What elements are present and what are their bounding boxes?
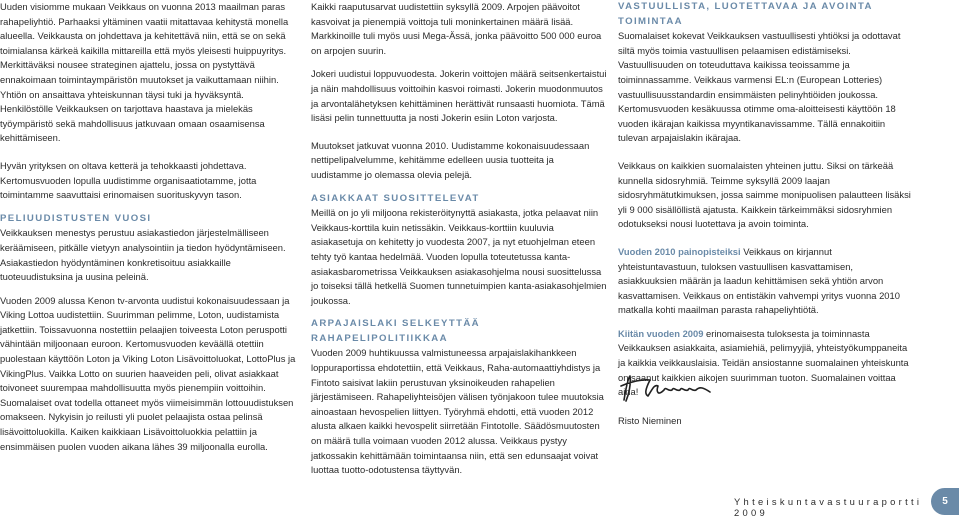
organisation-paragraph: Hyvän yrityksen on oltava ketterä ja tehokkaasti johdettava. Kertomusvuoden lopulla uudistimme organisaatiotamme, jotta toimintamme saavuttaisi erinomaisen suorituskyvyn tason. <box>0 159 257 201</box>
report-title: Yhteiskuntavastuuraportti 2009 <box>734 496 923 518</box>
intro-paragraph: Uuden visiomme mukaan Veikkaus on vuonna 2013 maailman paras rahapeliyhtiö. Parhaaksi yltäminen vaatii mitattavaa kehitystä monella alueella. Veikkausta on johdettava ja kehitettävä niin, että se on sekä toimialansa kärkeä kaikilla mittareilla että myös yleisesti huippuyritys. Merkittäväksi nousee strateginen ajattelu, jossa on pystyttävä ennakoimaan toimintaympäristön muutokset ja vaikuttamaan niihin. Yhtiön on ansaittava yhteiskunnan täysi tuki ja hyväksyntä. Henkilöstölle Veikkauksen on tarjottava haastava ja mielekäs työympäristö sekä mahdollisuus jatkuvaan omaan osaamisensa kehittämiseen. <box>0 1 289 144</box>
stakeholders-paragraph: Veikkaus on kaikkien suomalaisten yhteinen juttu. Siksi on tärkeää kunnella sidosryhmiä. Teimme syksyllä 2009 laajan sidosryhmätutkimuksen, jossa saimme monipuolisen palautteen lisäksi yli 9 000 sisällöllistä ajatusta. Kaikkein tärkeimmäksi sidosryhmien odotukseksi nousi luotettava ja avoin toiminta. <box>618 159 911 230</box>
section-heading-arpajaislaki: ARPAJAISLAKI SELKEYTTÄÄ RAHAPELIPOLITIIKKAA <box>311 318 481 344</box>
column-2 <box>311 0 607 478</box>
section-heading-asiakkaat: ASIAKKAAT SUOSITTELEVAT <box>311 192 480 204</box>
responsibility-paragraph: Suomalaiset kokevat Veikkauksen vastuullisesti yhtiöksi ja odottavat siltä myös toimia vastuullisen pelaamisen edistämiseksi. Vastuullisuuden on toteuduttava kaikissa teoissamme ja toiminnassamme. Veikkaus varmensi EL:n (European Lotteries) vastuullisuusstandardin ensimmäisten pelinyhtiöiden joukossa. Kertomusvuoden kesäkuussa otimme oma-aloitteisesti käyttöön 18 vuoden ikärajan kaikissa myyntikanavissamme. Tällä ennakoitiin tulevan arpajaislakin ikärajaa. <box>618 30 901 144</box>
signature-graphic <box>618 370 718 410</box>
focus-2010-text: Veikkaus on kirjannut yhteistuntavastuun, tuloksen vastuullisen kasvattamisen, asiakkuuksien määrän ja laadun kehittämisen sekä yhtiön arvon kasvattamisen. Veikkaus on entistäkin vahvempi yritys vuonna 2010 matkalla kohti maailman parasta rahapeliyhtiötä. <box>618 245 900 316</box>
customer-data-paragraph: Veikkauksen menestys perustuu asiakastiedon järjestelmälliseen keräämiseen, pitkälle vietyyn analysointiin ja tiedon hyödyntämiseen. Asiakastiedon hyödyntäminen konkretisoituu asiakkaille tuoteuudistuksina ja uusina peleinä. <box>0 227 286 283</box>
changes-2010-paragraph: Muutokset jatkuvat vuonna 2010. Uudistamme kokonaisuudessaan nettipelipalvelumme, kehitämme edelleen uusia tuotteita ja uudistamme jo olemassa olevia pelejä. <box>311 139 590 180</box>
scratch-cards-paragraph: Kaikki raaputusarvat uudistettiin syksyllä 2009. Arpojen päävoitot kasvoivat ja pienempiä voittoja tuli moninkertainen määrä lisää. Markkinoille tuli myös uusi Mega-Ässä, jonka päävoitto 500 000 euroa on arpojen suurin. <box>311 1 602 56</box>
focus-2010-lead: Vuoden 2010 painopisteiksi <box>618 245 741 257</box>
jokeri-paragraph: Jokeri uudistui loppuvuodesta. Jokerin voittojen määrä seitsenkertaistui ja näin mahdollisuus voittoihin kasvoi roimasti. Jokerin muodonmuutos ja arvontalähetyksen kehittäminen herättivät runsaasti huomiota. Tämä lisäsi pelin tunnettuutta ja nosti Jokerin esiin Loton varjosta. <box>311 68 607 124</box>
section-heading-vastuullisuus: VASTUULLISTA, LUOTETTAVAA JA AVOINTA TOIMINTAA <box>618 1 873 27</box>
customers-paragraph: Meillä on jo yli miljoona rekisteröitynyttä asiakasta, jotka pelaavat niin Veikkaus-korttila kuin netissäkin. Veikkaus-korttiin kuuluvia asiakasetuja on kehitetty jo vuodesta 2007, ja nyt etuohjelman eteen tehty työ kantaa hedelmää. Vuoden lopulla toteutetussa kanta-asiakasbarometrissa Veikkauksen asiakasohjelma nousi suosittelussa jo toiseksi tällä hetkellä Suomen tunnetuimpien kanta-asiakasohjelmien joukossa. <box>311 207 607 306</box>
column-1 <box>0 0 298 454</box>
signer-name: Risto Nieminen <box>618 415 682 426</box>
page-number-badge: 5 <box>931 488 959 515</box>
thanks-lead: Kiitän vuoden 2009 <box>618 327 704 339</box>
column-3 <box>618 0 914 400</box>
lottery-law-paragraph: Vuoden 2009 huhtikuussa valmistuneessa arpajaislakihankkeen loppuraportissa ehdotettiin, että Veikkaus, Raha-automaattiyhdistys ja Fintoto saisivat lakiin perustuvan yksinoikeuden rahapelien järjestämiseen. Rahapeliyhteisöjen välisen työnjakoon tulee muutoksia ainoastaan hevospelien liittyen. Työryhmä ehdotti, että vuoden 2012 alusta alkaen kaikki hevospelit siirretään Fintotolle. Säädösmuutosten on määrä tulla voimaan vuoden 2012 alussa. Veikkaus pystyy jatkossakin kehittämään toimintaansa niin, että sen edunsaajat voivat luottaa tuotto-odotustensa täyttyvän. <box>311 347 604 476</box>
focus-2010-paragraph <box>618 245 914 318</box>
section-heading-peliuudistukset: PELIUUDISTUSTEN VUOSI <box>0 212 152 224</box>
signature <box>618 370 718 410</box>
lotto-paragraph: Vuoden 2009 alussa Kenon tv-arvonta uudistui kokonaisuudessaan ja Viking Lottoa uudistettiin. Suurimman pelimme, Loton, uudistamista jatkettiin. Toissavuonna nostettiin pelaajien toiveesta Loton peruspotti vähintään miljoonaan euroon. Kertomusvuoden keväällä otettiin puolestaan käyttöön Loton ja Viking Loton Lisävoittoluokat, LottoPlus ja VikingPlus. Vaikka Lotto on suurien haaveiden peli, olivat asiakkaat toivoneet suurempaa mahdollisuutta myös pienempiin voittoihin. Suomalaiset ovat todella ottaneet myös viimeisimmän lottouudistuksen omakseen. Nykyisin jo reilusti yli puolet pelaajista ostaa pelinsä lisävoittoluokilla. Kaiken kaikkiaan Lisävoittoluokkia pelattiin ja ensimmäisen puolen vuoden aikana lähes 39 miljoonalla eurolla. <box>0 294 296 452</box>
thanks-text: erinomaisesta tuloksesta ja toiminnasta Veikkauksen asiakkaita, asiamiehiä, pelimyyjiä, yhteistyökumppaneita ja kaikkia veikkauslaisia. Teidän ansiostanne suomalainen yhteiskunta on saanut kaikkien aikojen suurimman tuoton. Suomalainen voittaa aina! <box>618 327 909 398</box>
